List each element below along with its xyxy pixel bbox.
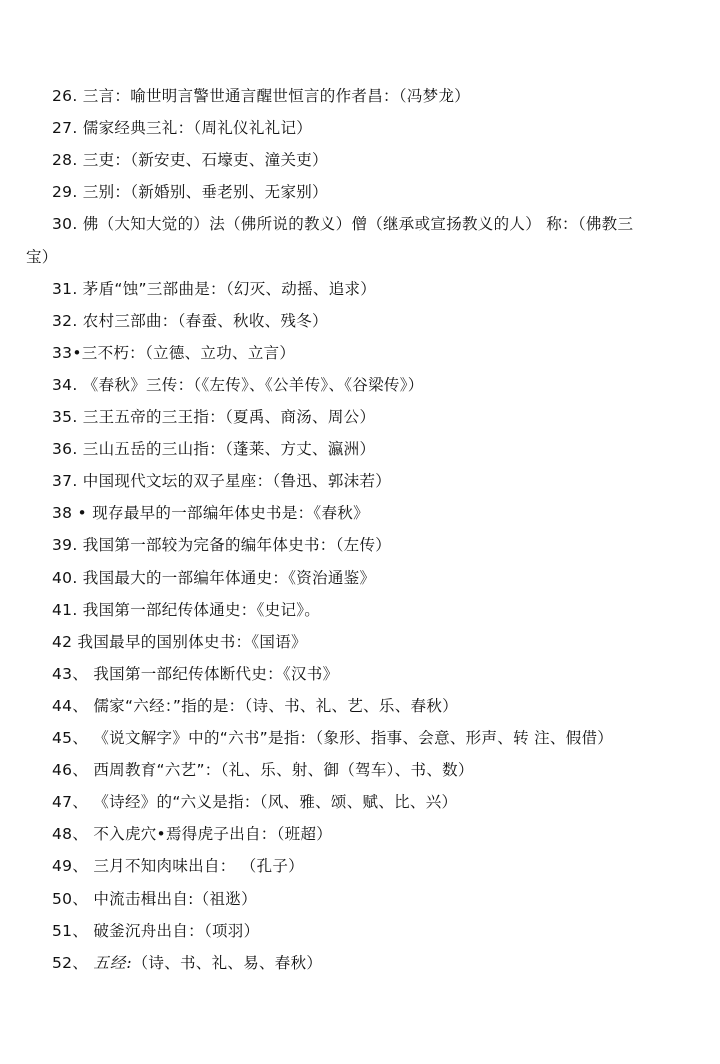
item-text: 我国最大的一部编年体通史：《资治通鉴》: [77, 568, 376, 587]
item-number: 44、: [52, 696, 89, 715]
list-item: [52, 278, 690, 300]
item-number: 28.: [52, 151, 78, 170]
item-text: 三月不知肉味出自： （孔子）: [88, 857, 304, 876]
item-number: 46、: [52, 761, 89, 780]
item-text: 我国第一部纪传体断代史：《汉书》: [88, 664, 339, 683]
item-number: 32.: [52, 311, 78, 330]
item-number: 35.: [52, 408, 78, 426]
item-text: 三王五帝的三王指：（夏禹、商汤、周公）: [77, 408, 376, 426]
item-text: 《春秋》三传：（《左传》、《公羊传》、《谷梁传》）: [77, 375, 424, 394]
item-number: 30.: [52, 215, 78, 234]
item-text: 《诗经》的“六义是指：（风、雅、颂、赋、比、兴）: [88, 793, 458, 812]
list-item: [52, 342, 690, 364]
list-item: [52, 599, 690, 621]
item-number: 45、: [52, 729, 89, 747]
list-item: [52, 438, 690, 460]
item-number: 52、: [52, 953, 89, 972]
item-text: 儒家“六经：”指的是：（诗、书、礼、艺、乐、春秋）: [88, 696, 458, 715]
list-item: [52, 374, 690, 396]
list-item: [52, 952, 690, 974]
item-number: 51、: [52, 921, 89, 940]
item-text: 不入虎穴•焉得虎子出自：（班超）: [88, 825, 333, 844]
list-item: [52, 502, 690, 524]
item-number: 36.: [52, 440, 78, 459]
item-number: 37.: [52, 472, 78, 491]
item-number: 27.: [52, 119, 78, 138]
item-text: 三山五岳的三山指：（蓬莱、方丈、瀛洲）: [77, 440, 376, 459]
list-item: [52, 727, 690, 749]
item-text: 我国最早的国别体史书：《国语》: [72, 632, 307, 651]
list-item: [52, 470, 690, 492]
item-text: 三言：喻世明言警世通言醒世恒言的作者昌：（冯梦龙）: [77, 87, 471, 105]
list-item: [52, 695, 690, 717]
item-number: 33: [52, 343, 73, 362]
item-number: 41.: [52, 600, 78, 619]
list-item: [52, 920, 690, 942]
list-item: [52, 534, 690, 556]
list-item: [52, 855, 690, 877]
item-number: 50、: [52, 889, 89, 908]
list-item: [52, 567, 690, 589]
item-number: 38: [52, 504, 73, 523]
list-item: [52, 149, 690, 171]
list-item: [52, 631, 690, 653]
item-number: 43、: [52, 664, 89, 683]
item-text: 破釜沉舟出自：（项羽）: [88, 921, 260, 940]
list-item: [52, 310, 690, 332]
item-text: 三吏：（新安吏、石壕吏、潼关吏）: [77, 151, 328, 170]
list-item: [52, 791, 690, 813]
item-text: （诗、书、礼、易、春秋）: [132, 953, 323, 972]
item-number: 34.: [52, 375, 78, 394]
item-text: • 现存最早的一部编年体史书是：《春秋》: [72, 504, 369, 523]
item-number: 42: [52, 632, 73, 651]
list-item: [52, 213, 690, 235]
item-text: 中国现代文坛的双子星座：（鲁迅、郭沫若）: [77, 472, 392, 491]
item-text: 儒家经典三礼：（周礼仪礼礼记）: [77, 119, 313, 138]
item-text: 我国第一部纪传体通史：《史记》。: [77, 600, 321, 619]
item-number: 29.: [52, 183, 78, 202]
item-number: 40.: [52, 568, 78, 587]
item-text: 中流击楫出自:（祖逖）: [88, 889, 257, 908]
item-number: 26.: [52, 87, 78, 105]
item-number: 47、: [52, 793, 89, 812]
list-item: [52, 85, 690, 107]
list-item: [52, 406, 690, 428]
item-text: 茅盾“蚀”三部曲是：（幻灭、动摇、追求）: [77, 279, 377, 298]
item-text: 佛（大知大觉的）法（佛所说的教义）僧（继承或宣扬教义的人） 称：（佛教三: [77, 215, 634, 234]
list-item: [52, 888, 690, 910]
list-item: [52, 823, 690, 845]
item-number: 49、: [52, 857, 89, 876]
item-text: •三不朽：（立德、立功、立言）: [72, 343, 296, 362]
item-number: 39.: [52, 536, 78, 555]
item-text: 《说文解字》中的“六书”是指：（象形、指事、会意、形声、转 注、假借）: [88, 729, 614, 747]
handwritten-label: 五经:: [93, 953, 133, 972]
item-number: 31.: [52, 279, 78, 298]
list-item: [52, 117, 690, 139]
item-text: 宝）: [26, 247, 58, 266]
list-item: [52, 181, 690, 203]
list-item: [52, 663, 690, 685]
list-item: [52, 759, 690, 781]
item-text: 西周教育“六艺”：（礼、乐、射、御（驾车）、书、数）: [88, 761, 474, 780]
item-text: 农村三部曲：（春蚕、秋收、残冬）: [77, 311, 328, 330]
item-text: 三别：（新婚别、垂老别、无家别）: [77, 183, 328, 202]
item-number: 48、: [52, 825, 89, 844]
item-text: 我国第一部较为完备的编年体史书：（左传）: [77, 536, 392, 555]
list-item: [26, 246, 690, 268]
